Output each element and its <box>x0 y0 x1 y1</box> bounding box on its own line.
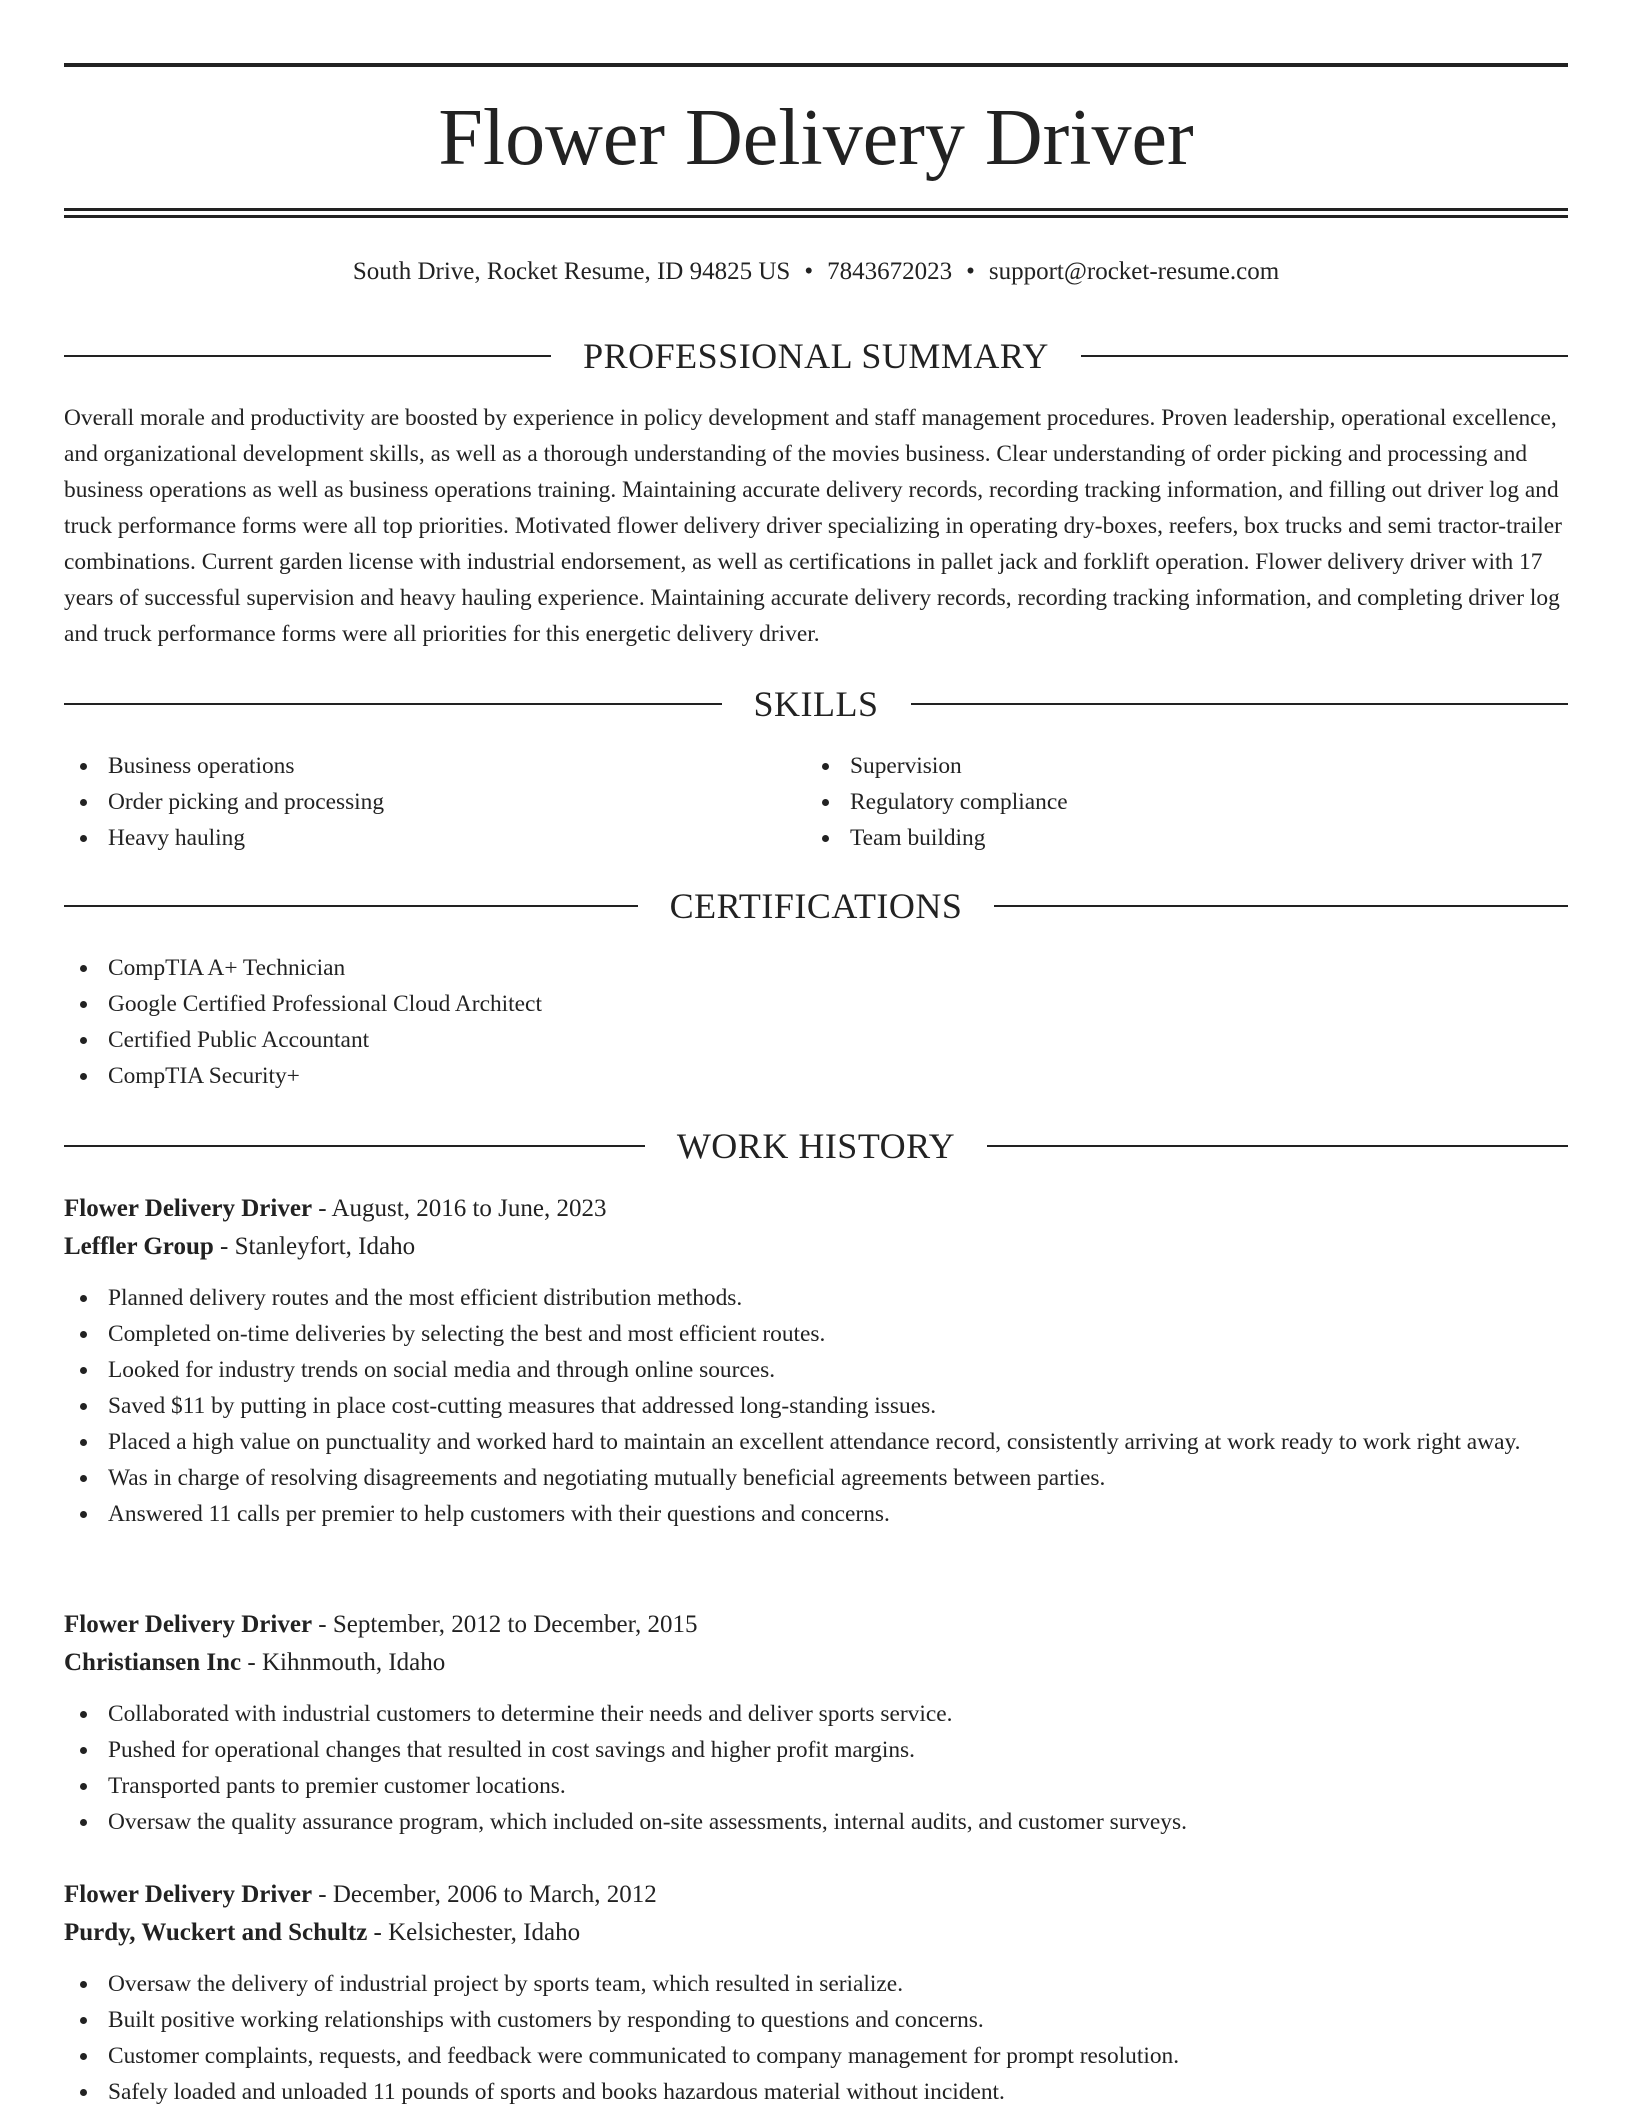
job-bullet: Built positive working relationships with customers by responding to questions and concerns. <box>64 2002 1568 2038</box>
job-company: Purdy, Wuckert and Schultz <box>64 1919 368 1946</box>
section-title-certifications: CERTIFICATIONS <box>669 886 963 926</box>
job-dates: September, 2012 to December, 2015 <box>332 1611 698 1638</box>
job-company: Christiansen Inc <box>64 1649 242 1676</box>
section-rule <box>994 905 1568 907</box>
certification-item: Certified Public Accountant <box>64 1022 1568 1058</box>
job-bullet: Pushed for operational changes that resulted in cost savings and higher profit margins. <box>64 1732 1568 1768</box>
job-dash: - <box>367 1919 389 1946</box>
section-title-summary: PROFESSIONAL SUMMARY <box>583 336 1049 376</box>
section-rule <box>911 703 1569 705</box>
section-header-summary <box>64 336 1568 376</box>
job-entry <box>64 1876 1568 2110</box>
job-company: Leffler Group <box>64 1233 214 1260</box>
job-company-line <box>64 1644 1568 1682</box>
job-bullet: Completed on-time deliveries by selecting the best and most efficient routes. <box>64 1316 1568 1352</box>
certifications-list <box>64 950 1568 1094</box>
summary-text: Overall morale and productivity are boosted by experience in policy development and staff management procedures. Proven leadership, operational excellence, and organizational development skills, as well as a thorough understanding of the movies business. Clear understanding of order picking and processing and business operations as well as business operations training. Maintaining accurate delivery records, recording tracking information, and filling out driver log and truck performance forms were all top priorities. Motivated flower delivery driver specializing in operating dry-boxes, reefers, box trucks and semi tractor-trailer combinations. Current garden license with industrial endorsement, as well as certifications in pallet jack and forklift operation. Flower delivery driver with 17 years of successful supervision and heavy hauling experience. Maintaining accurate delivery records, recording tracking information, and completing driver log and truck performance forms were all priorities for this energetic delivery driver. <box>64 405 1562 647</box>
section-rule <box>64 355 551 357</box>
job-bullets <box>64 1966 1568 2110</box>
certification-item: Google Certified Professional Cloud Architect <box>64 986 1568 1022</box>
job-title-line <box>64 1876 1568 1914</box>
job-title-line <box>64 1606 1568 1644</box>
skills-list-right <box>806 748 1566 856</box>
job-company-line <box>64 1914 1568 1952</box>
job-title: Flower Delivery Driver <box>64 1611 313 1638</box>
section-header-work-history <box>64 1126 1568 1166</box>
section-rule <box>64 905 638 907</box>
job-bullet: Oversaw the delivery of industrial project by sports team, which resulted in serialize. <box>64 1966 1568 2002</box>
top-rule <box>64 63 1568 67</box>
job-dash: - <box>312 1195 332 1222</box>
skill-item: Order picking and processing <box>64 784 804 820</box>
job-bullet: Collaborated with industrial customers to determine their needs and deliver sports service. <box>64 1696 1568 1732</box>
contact-separator: • <box>804 258 814 285</box>
job-bullet: Placed a high value on punctuality and worked hard to maintain an excellent attendance record, consistently arriving at work ready to work right away. <box>64 1424 1568 1460</box>
header-double-rule <box>64 208 1568 218</box>
section-rule <box>1081 355 1568 357</box>
job-dash: - <box>312 1881 333 1908</box>
section-header-skills <box>64 684 1568 724</box>
job-dash: - <box>213 1233 235 1260</box>
resume-title: Flower Delivery Driver <box>438 94 1194 182</box>
job-bullet: Answered 11 calls per premier to help customers with their questions and concerns. <box>64 1496 1568 1532</box>
job-entry <box>64 1606 1568 1840</box>
section-header-certifications <box>64 886 1568 926</box>
section-rule <box>64 1145 645 1147</box>
section-rule <box>987 1145 1568 1147</box>
job-bullet: Customer complaints, requests, and feedback were communicated to company management for prompt resolution. <box>64 2038 1568 2074</box>
skills-list-left <box>64 748 804 856</box>
contact-separator: • <box>966 258 975 285</box>
certification-item: CompTIA Security+ <box>64 1058 1568 1094</box>
job-bullet: Was in charge of resolving disagreements and negotiating mutually beneficial agreements between parties. <box>64 1460 1568 1496</box>
skill-item: Regulatory compliance <box>806 784 1566 820</box>
job-dash: - <box>312 1611 333 1638</box>
job-entry <box>64 1190 1568 1532</box>
contact-email[interactable]: support@rocket-resume.com <box>988 258 1280 285</box>
job-company-line <box>64 1228 1568 1266</box>
job-title: Flower Delivery Driver <box>64 1881 313 1908</box>
job-dash: - <box>241 1649 262 1676</box>
job-location: Stanleyfort, Idaho <box>234 1233 416 1260</box>
job-bullets <box>64 1280 1568 1532</box>
job-bullet: Planned delivery routes and the most efficient distribution methods. <box>64 1280 1568 1316</box>
job-bullet: Saved $11 by putting in place cost-cutting measures that addressed long-standing issues. <box>64 1388 1568 1424</box>
contact-address: South Drive, Rocket Resume, ID 94825 US <box>352 258 791 285</box>
section-title-work-history: WORK HISTORY <box>676 1126 956 1166</box>
skill-item: Heavy hauling <box>64 820 804 856</box>
contact-phone[interactable]: 7843672023 <box>827 258 953 285</box>
job-dates: August, 2016 to June, 2023 <box>331 1195 607 1222</box>
skill-item: Business operations <box>64 748 804 784</box>
certification-item: CompTIA A+ Technician <box>64 950 1568 986</box>
skill-item: Supervision <box>806 748 1566 784</box>
job-bullet: Safely loaded and unloaded 11 pounds of sports and books hazardous material without incident. <box>64 2074 1568 2110</box>
job-title-line <box>64 1190 1568 1228</box>
job-title: Flower Delivery Driver <box>64 1195 313 1222</box>
contact-line <box>64 254 1568 290</box>
section-title-skills: SKILLS <box>753 684 879 724</box>
job-location: Kihnmouth, Idaho <box>261 1649 446 1676</box>
section-rule <box>64 703 722 705</box>
job-location: Kelsichester, Idaho <box>388 1919 581 1946</box>
skill-item: Team building <box>806 820 1566 856</box>
job-bullet: Oversaw the quality assurance program, which included on-site assessments, internal audits, and customer surveys. <box>64 1804 1568 1840</box>
job-bullet: Transported pants to premier customer locations. <box>64 1768 1568 1804</box>
job-bullet: Looked for industry trends on social media and through online sources. <box>64 1352 1568 1388</box>
job-dates: December, 2006 to March, 2012 <box>332 1881 657 1908</box>
job-bullets <box>64 1696 1568 1840</box>
